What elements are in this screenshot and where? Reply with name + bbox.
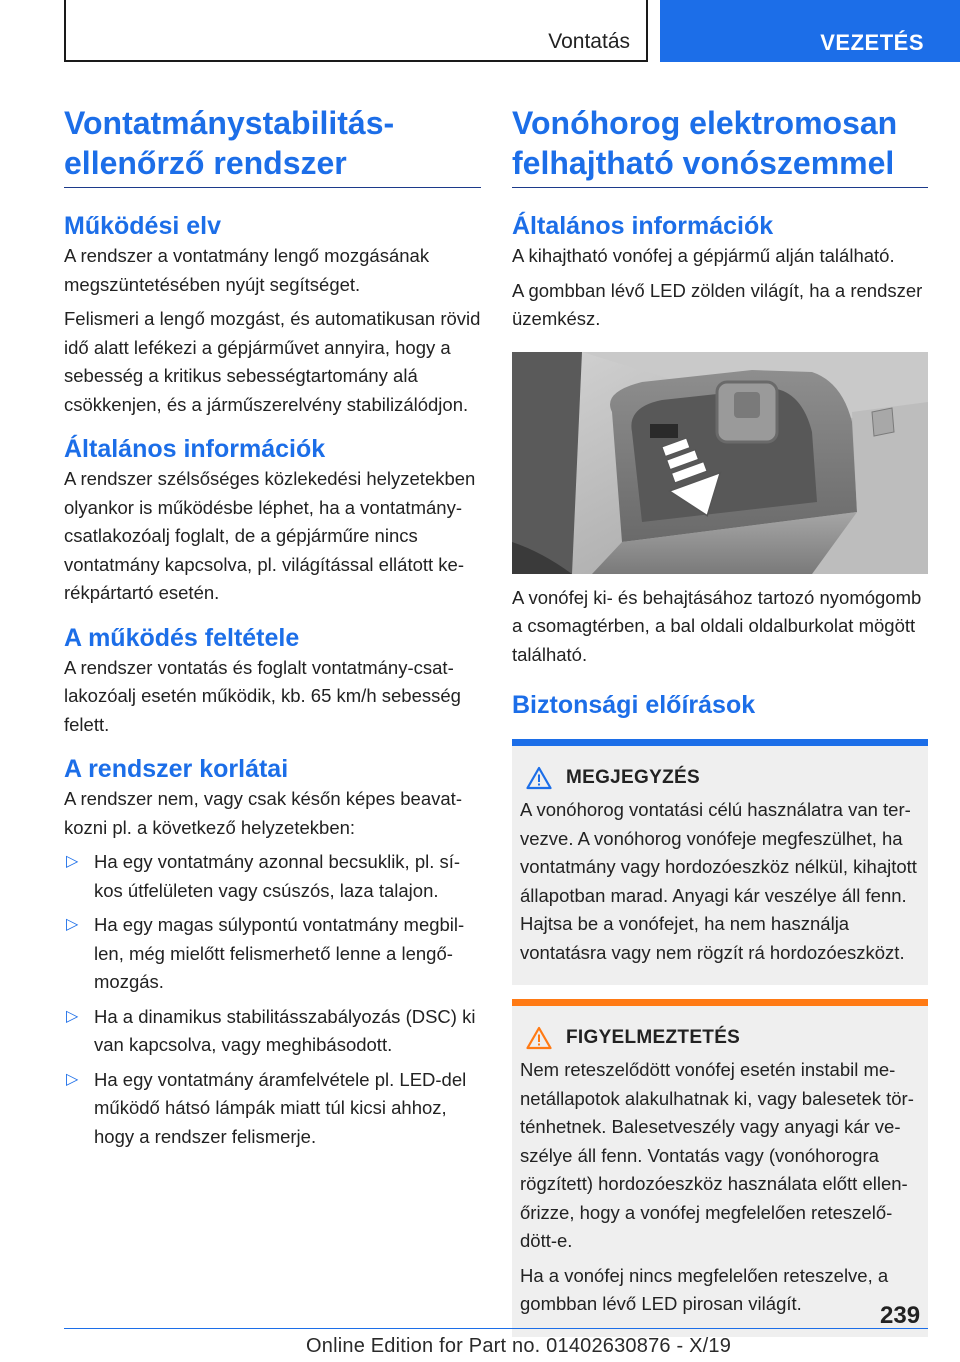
header-chapter-tab (660, 0, 960, 62)
heading-working-principle: Működési elv (64, 212, 221, 240)
warning-title: FIGYELMEZTETÉS (520, 1026, 920, 1050)
right-column (512, 103, 928, 1337)
paragraph: A rendszer vontatás és foglalt vontatmány-csatlakozóalj esetén működik, kb. 65 km/h sebesség felett. (64, 656, 461, 735)
trunk-button-photo (512, 352, 928, 574)
heading-general-info: Általános információk (64, 435, 326, 463)
triangle-bullet-icon: ▷ (66, 1007, 79, 1025)
warning-text: Nem reteszelődött vonófej esetén instabil menetállapotok alakulhatnak ki, vagy balesetek történhetnek. Balesetveszély vagy anyagi kár veszélye áll fenn. Vontatás vagy (vonóhorogra rögzített) hordozóeszköz használata előtt ellenőrizze, hogy a vonófej megfelelően reteszelődött-e. (520, 1059, 914, 1251)
page-number: 239 (880, 1302, 921, 1329)
header-left-box (64, 0, 648, 62)
notice-title: MEGJEGYZÉS (520, 766, 920, 790)
footer-divider (64, 1328, 928, 1329)
list-item: ▷ Ha a dinamikus stabilitásszabályozás (DSC) ki van kapcsolva, vagy meghibásodott. (64, 1003, 481, 1060)
left-column (64, 103, 481, 1157)
warning-triangle-icon (526, 1026, 552, 1050)
limits-list (64, 848, 481, 1151)
warning-text: Ha a vonófej nincs megfelelően reteszelve, a gombban lévő LED pirosan világít. (520, 1264, 889, 1314)
warning-triangle-icon (526, 766, 552, 790)
warning-box (512, 999, 928, 1337)
heading-system-limits: A rendszer korlátai (64, 755, 289, 783)
header-chapter-title: VEZETÉS (820, 30, 924, 55)
paragraph: A rendszer szélsőséges közlekedési helyzetekben olyankor is működésbe léphet, ha a vontatmány-csatlakozóalj foglalt, de a gépjárműre nincs vontatmány kapcsolva, pl. világítással ellátott kerékpártartó esetén. (64, 468, 476, 603)
triangle-bullet-icon: ▷ (66, 853, 79, 870)
right-main-title: Vonóhorog elektromosan felhajtható vonószemmel (512, 103, 928, 188)
list-item: ▷ Ha egy vontatmány áramfelvétele pl. LED-del működő hátsó lámpák miatt túl kicsi ahhoz, hogy a rendszer felismerje. (64, 1066, 481, 1152)
paragraph: Felismeri a lengő mozgást, és automatikusan rövid idő alatt lefékezi a gépjárművet annyira, hogy a sebesség a kritikus sebességtartomány alá csökkenjen, és a járműszerelvény stabilizálódjon. (64, 308, 481, 415)
heading-safety: Biztonsági előírások (512, 691, 756, 719)
header-section-title: Vontatás (548, 30, 630, 53)
notice-box (512, 739, 928, 985)
footer-edition: Online Edition for Part no. 01402630876 - X/19 (306, 1335, 732, 1357)
paragraph: A rendszer a vontatmány lengő mozgásának megszüntetésében nyújt segítséget. (64, 245, 430, 295)
heading-general-info-right: Általános információk (512, 212, 774, 240)
triangle-bullet-icon: ▷ (66, 1070, 79, 1088)
triangle-bullet-icon: ▷ (66, 916, 79, 933)
photo-caption: A vonófej ki- és behajtásához tartozó nyomógomb a csomagtérben, a bal oldali oldalburkolat mögött található. (512, 586, 922, 665)
heading-operating-condition: A működés feltétele (64, 623, 300, 652)
notice-text: A vonóhorog vontatási célú használatra van tervezve. A vonóhorog vonófeje megfeszülhet, ha vontatmány vagy hordozóeszköz nélkül, kihajtott állapotban marad. Anyagi kár veszélye áll fenn. Hajtsa be a vonófejet, ha nem használja vontatásra vagy nem rögzít rá hordozóeszközt. (520, 799, 917, 963)
paragraph: A gombban lévő LED zölden világít, ha a rendszer üzemkész. (512, 279, 923, 329)
paragraph: A rendszer nem, vagy csak későn képes beavatkozni pl. a következő helyzetekben: (64, 788, 462, 838)
paragraph: A kihajtható vonófej a gépjármű alján található. (512, 245, 895, 266)
left-main-title: Vontatmánystabilitás-ellenőrző rendszer (64, 103, 481, 188)
list-item: ▷ Ha egy vontatmány azonnal becsuklik, pl. síkos útfelületen vagy csúszós, laza talajon. (64, 848, 481, 905)
list-item: ▷ Ha egy magas súlypontú vontatmány megbillen, még mielőtt felismerhető lenne a lengőmozgás. (64, 911, 481, 997)
